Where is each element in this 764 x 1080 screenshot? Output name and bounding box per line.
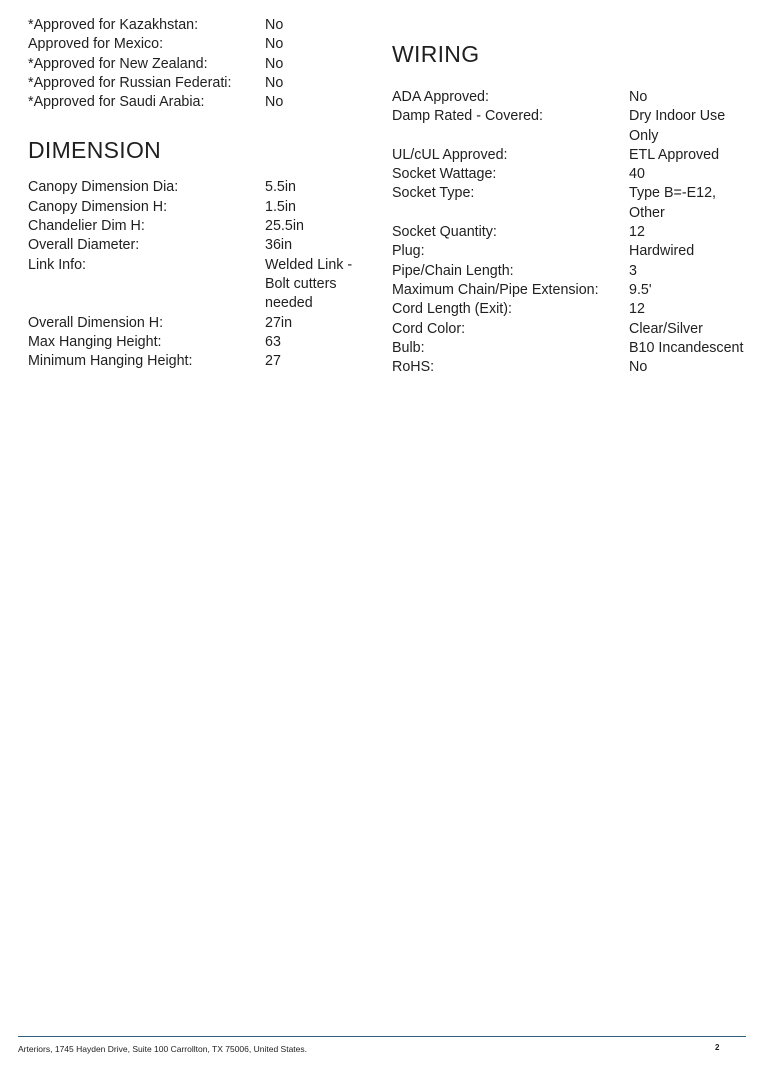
footer-address: Arteriors, 1745 Hayden Drive, Suite 100 Carrollton, TX 75006, United States. — [18, 1044, 307, 1054]
spec-row — [392, 107, 752, 146]
spec-row — [392, 146, 752, 165]
page-number: 2 — [715, 1043, 720, 1052]
spec-row — [392, 262, 752, 281]
spec-row — [392, 242, 752, 261]
spec-value: No — [265, 36, 284, 53]
spec-label: Minimum Hanging Height: — [28, 353, 193, 370]
spec-value: ETL Approved — [629, 146, 720, 163]
spec-label: Canopy Dimension Dia: — [28, 179, 179, 196]
footer-divider — [18, 1036, 746, 1037]
spec-label: Bulb: — [392, 339, 425, 356]
spec-value: No — [265, 94, 284, 111]
spec-value: Hardwired — [629, 243, 695, 260]
spec-row — [28, 35, 368, 54]
spec-label: Max Hanging Height: — [28, 333, 162, 350]
spec-row — [28, 55, 368, 74]
spec-label: Canopy Dimension H: — [28, 198, 168, 215]
spec-value: Type B=-E12, Other — [629, 185, 717, 221]
spec-value: 12 — [629, 224, 645, 241]
spec-row — [392, 223, 752, 242]
spec-row — [28, 16, 368, 35]
spec-label: Maximum Chain/Pipe Extension: — [392, 281, 599, 298]
spec-row — [28, 352, 368, 371]
spec-label: Socket Quantity: — [392, 224, 497, 241]
spec-value: No — [265, 55, 284, 72]
spec-row — [28, 178, 368, 197]
spec-label: Cord Length (Exit): — [392, 301, 512, 318]
spec-row — [28, 314, 368, 333]
spec-value: 9.5' — [629, 281, 652, 298]
spec-label: Link Info: — [28, 256, 87, 273]
spec-row — [392, 339, 752, 358]
spec-row — [392, 281, 752, 300]
spec-value: Clear/Silver — [629, 320, 703, 337]
left-column — [28, 16, 368, 371]
spec-label: *Approved for Kazakhstan: — [28, 17, 199, 33]
spec-value: No — [265, 17, 284, 33]
spec-value: 27in — [265, 314, 293, 331]
spec-label: Socket Wattage: — [392, 166, 497, 183]
spec-row — [392, 358, 752, 377]
wiring-heading: WIRING — [392, 41, 480, 67]
spec-label: *Approved for Russian Federati: — [28, 74, 232, 91]
spec-value: 27 — [265, 353, 281, 370]
spec-row — [28, 93, 368, 112]
dimension-list — [28, 178, 368, 371]
spec-label: Overall Diameter: — [28, 237, 140, 254]
spec-value: 1.5in — [265, 198, 297, 215]
spec-label: Chandelier Dim H: — [28, 218, 145, 235]
spec-row — [28, 236, 368, 255]
spec-row — [392, 88, 752, 107]
spec-label: ADA Approved: — [392, 89, 489, 105]
spec-row — [392, 320, 752, 339]
spec-label: Plug: — [392, 243, 425, 260]
spec-row — [392, 184, 752, 223]
dimension-heading: DIMENSION — [28, 137, 162, 164]
spec-row — [28, 333, 368, 352]
spec-value: 3 — [629, 262, 637, 279]
spec-label: *Approved for Saudi Arabia: — [28, 94, 205, 111]
spec-label: Overall Dimension H: — [28, 314, 164, 331]
spec-value: B10 Incandescent — [629, 339, 744, 356]
right-column — [392, 16, 752, 377]
spec-row — [28, 74, 368, 93]
spec-value: No — [265, 74, 284, 91]
spec-label: RoHS: — [392, 359, 435, 376]
spec-value: Dry Indoor Use Only — [629, 108, 726, 144]
spec-row — [28, 198, 368, 217]
spec-value: 5.5in — [265, 179, 297, 196]
spec-value: 63 — [265, 333, 281, 350]
spec-row — [28, 217, 368, 236]
wiring-list — [392, 88, 752, 377]
spec-value: No — [629, 89, 648, 105]
spec-row — [392, 300, 752, 319]
spec-row — [392, 165, 752, 184]
spec-value: 40 — [629, 166, 645, 183]
spec-row — [28, 256, 368, 314]
spec-value: No — [629, 359, 648, 376]
spec-value: 12 — [629, 301, 645, 318]
spec-value: 36in — [265, 237, 293, 254]
spec-value: 25.5in — [265, 218, 304, 235]
spec-label: Socket Type: — [392, 185, 475, 202]
spec-label: Damp Rated - Covered: — [392, 108, 543, 125]
spec-label: Approved for Mexico: — [28, 36, 164, 53]
spec-label: *Approved for New Zealand: — [28, 55, 208, 72]
spec-label: UL/cUL Approved: — [392, 146, 508, 163]
spec-value: Welded Link - Bolt cutters needed — [265, 256, 353, 312]
spec-label: Cord Color: — [392, 320, 466, 337]
spec-label: Pipe/Chain Length: — [392, 262, 514, 279]
approvals-list — [28, 16, 368, 112]
